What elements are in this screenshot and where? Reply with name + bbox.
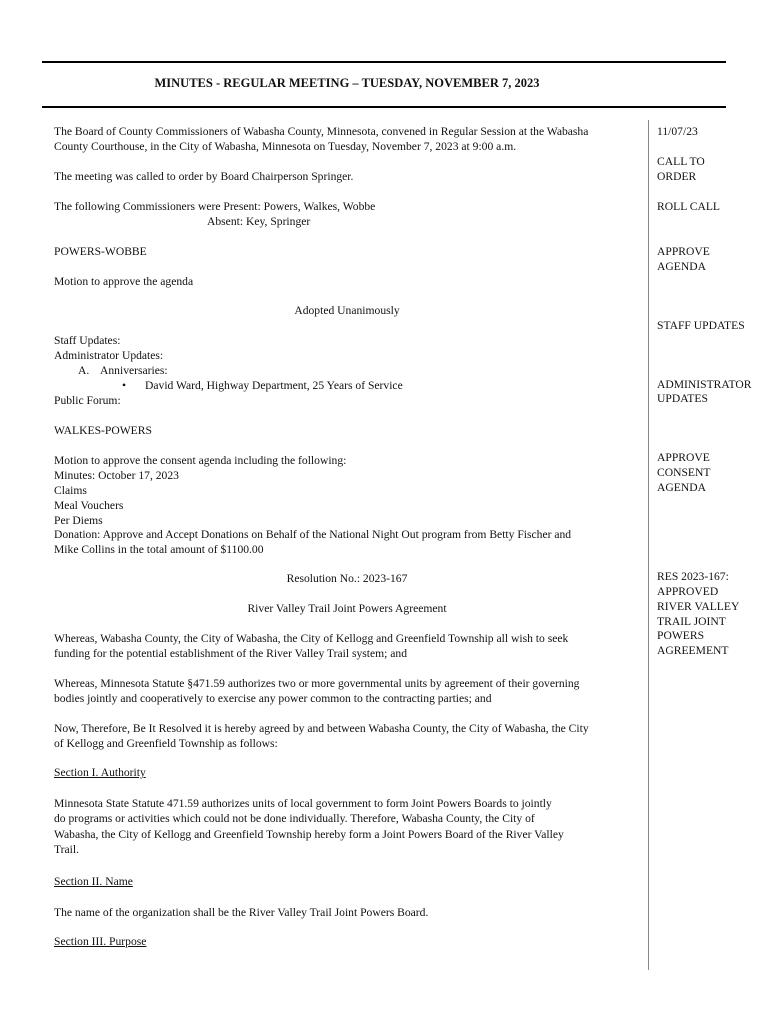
section-2-text: The name of the organization shall be the River Valley Trail Joint Powers Board. <box>54 906 429 919</box>
motion-agenda-result: Adopted Unanimously <box>294 304 400 317</box>
header-rule-bottom <box>42 106 726 108</box>
margin-divider <box>648 120 649 970</box>
whereas-2-line-2: bodies jointly and cooperatively to exercise any power common to the contracting parties; and <box>54 692 492 705</box>
motion-agenda-text: Motion to approve the agenda <box>54 275 194 288</box>
whereas-1-line-2: funding for the potential establishment of the River Valley Trail system; and <box>54 647 408 660</box>
admin-updates-heading: Administrator Updates: <box>54 349 164 362</box>
margin-res-6: AGREEMENT <box>657 644 729 657</box>
section-1-line-3: Wabasha, the City of Kellogg and Greenfield Township hereby form a Joint Powers Board of the River Valley <box>54 828 564 841</box>
margin-res-1: RES 2023-167: <box>657 570 729 583</box>
roll-call-present: The following Commissioners were Present: Powers, Walkes, Wobbe <box>54 200 376 213</box>
margin-consent-3: AGENDA <box>657 481 706 494</box>
section-1-line-1: Minnesota State Statute 471.59 authorizes units of local government to form Joint Powers Boards to jointly <box>54 797 552 810</box>
page-title: MINUTES - REGULAR MEETING – TUESDAY, NOVEMBER 7, 2023 <box>154 76 540 90</box>
consent-line-7: Mike Collins in the total amount of $1100.00 <box>54 543 264 556</box>
anniversary-item: David Ward, Highway Department, 25 Years of Service <box>145 379 403 392</box>
convene-line-2: County Courthouse, in the City of Wabasha, Minnesota on Tuesday, November 7, 2023 at 9:00 a.m. <box>54 140 517 153</box>
resolution-number: Resolution No.: 2023-167 <box>286 572 408 585</box>
margin-call-to-order-1: CALL TO <box>657 155 705 168</box>
margin-res-2: APPROVED <box>657 585 719 598</box>
consent-line-5: Per Diems <box>54 514 103 527</box>
margin-admin-updates-2: UPDATES <box>657 392 708 405</box>
margin-admin-updates-1: ADMINISTRATOR <box>657 378 752 391</box>
margin-date: 11/07/23 <box>657 125 698 138</box>
section-1-line-4: Trail. <box>54 843 80 856</box>
section-1-line-2: do programs or activities which could not be done individually. Therefore, Wabasha County, the City of <box>54 812 535 825</box>
consent-line-4: Meal Vouchers <box>54 499 124 512</box>
public-forum-heading: Public Forum: <box>54 394 121 407</box>
margin-approve-agenda-2: AGENDA <box>657 260 706 273</box>
margin-approve-agenda-1: APPROVE <box>657 245 710 258</box>
section-1-heading: Section I. Authority <box>54 766 146 779</box>
margin-res-5: POWERS <box>657 629 705 642</box>
call-to-order-text: The meeting was called to order by Board Chairperson Springer. <box>54 170 354 183</box>
margin-staff-updates: STAFF UPDATES <box>657 319 745 332</box>
resolved-line-2: of Kellogg and Greenfield Township as follows: <box>54 737 278 750</box>
margin-roll-call: ROLL CALL <box>657 200 721 213</box>
consent-line-2: Minutes: October 17, 2023 <box>54 469 179 482</box>
resolved-line-1: Now, Therefore, Be It Resolved it is hereby agreed by and between Wabasha County, the City of Wabasha, the City <box>54 722 589 735</box>
margin-res-4: TRAIL JOINT <box>657 615 726 628</box>
margin-res-3: RIVER VALLEY <box>657 600 740 613</box>
whereas-2-line-1: Whereas, Minnesota Statute §471.59 authorizes two or more governmental units by agreement of their governing <box>54 677 580 690</box>
anniversaries-label: Anniversaries: <box>100 364 168 377</box>
section-3-heading: Section III. Purpose <box>54 935 147 948</box>
bullet-icon: • <box>122 379 127 392</box>
header-rule-top <box>42 61 726 63</box>
section-2-heading: Section II. Name <box>54 875 133 888</box>
margin-consent-2: CONSENT <box>657 466 711 479</box>
margin-consent-1: APPROVE <box>657 451 710 464</box>
consent-line-1: Motion to approve the consent agenda including the following: <box>54 454 347 467</box>
whereas-1-line-1: Whereas, Wabasha County, the City of Wabasha, the City of Kellogg and Greenfield Township all wish to seek <box>54 632 569 645</box>
resolution-title: River Valley Trail Joint Powers Agreement <box>247 602 447 615</box>
consent-line-3: Claims <box>54 484 87 497</box>
convene-line-1: The Board of County Commissioners of Wabasha County, Minnesota, convened in Regular Session at the Wabasha <box>54 125 589 138</box>
margin-call-to-order-2: ORDER <box>657 170 697 183</box>
motion-agenda-movers: POWERS-WOBBE <box>54 245 147 258</box>
consent-line-6: Donation: Approve and Accept Donations on Behalf of the National Night Out program from Betty Fischer and <box>54 528 572 541</box>
roll-call-absent: Absent: Key, Springer <box>207 215 311 228</box>
motion-consent-movers: WALKES-POWERS <box>54 424 152 437</box>
anniversaries-letter: A. <box>78 364 90 377</box>
staff-updates-heading: Staff Updates: <box>54 334 121 347</box>
